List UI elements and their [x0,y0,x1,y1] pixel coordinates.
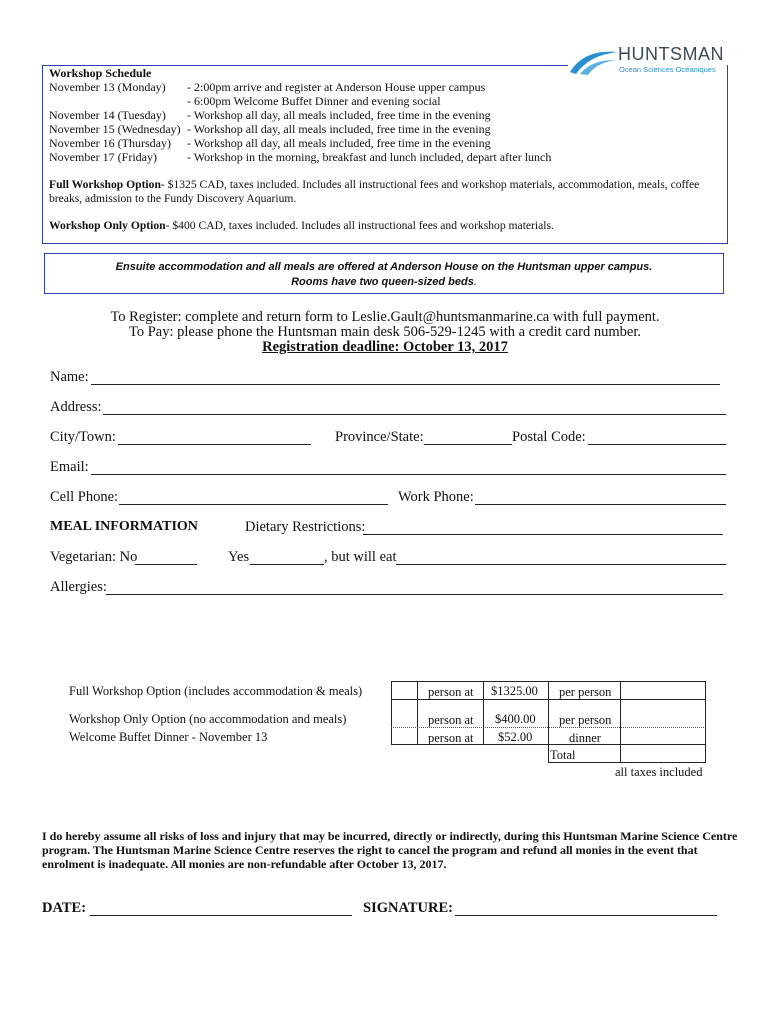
schedule-row [49,81,485,95]
unit-text: per person [559,685,612,699]
table-divider [417,681,418,745]
ensuite-notice-box [44,253,724,294]
cell-phone-label: Cell Phone: [50,489,119,505]
ensuite-line-2-text: Rooms have two queen-sized beds [291,276,474,288]
schedule-desc: - 2:00pm arrive and register at Anderson House upper campus [187,80,486,94]
full-workshop-option-text [49,178,719,205]
taxes-note: all taxes included [615,765,703,779]
city-label: City/Town: [50,429,116,445]
schedule-day: November 14 (Tuesday) [49,108,166,122]
workshop-only-desc: - $400 CAD, taxes included. Includes all instructional fees and workshop materials. [165,219,554,232]
unit-text: dinner [569,731,601,745]
work-phone-label: Work Phone: [398,489,474,505]
ensuite-line-2 [45,275,723,290]
price-full: $1325.00 [491,684,538,698]
person-at-text: person at [428,731,474,745]
full-option-desc: - $1325 CAD, taxes included. Includes all instructional fees and workshop materials, accommodation, meals, coffee breaks, admission to the Fundy Discovery Aquarium. [49,178,700,205]
meal-information-heading: MEAL INFORMATION [50,519,198,534]
name-label: Name: [50,369,89,385]
schedule-row [49,151,551,165]
vegetarian-no-label: Vegetarian: No [50,549,138,565]
name-field[interactable] [91,384,720,385]
schedule-day: November 17 (Friday) [49,150,157,164]
province-field[interactable] [424,444,512,445]
qty-workshop-only-input[interactable] [393,711,415,725]
workshop-only-option-text [49,219,719,233]
total-amount-field[interactable] [620,745,707,763]
schedule-desc: - Workshop in the morning, breakfast and lunch included, depart after lunch [187,150,552,164]
allergies-label: Allergies: [50,579,107,595]
table-divider [483,681,484,745]
pricing-label-full: Full Workshop Option (includes accommodation & meals) [69,684,363,698]
payment-instructions: To Pay: please phone the Huntsman main desk 506-529-1245 with a credit card number. [128,324,641,340]
schedule-desc: - 6:00pm Welcome Buffet Dinner and evening social [187,94,441,108]
dietary-restrictions-label: Dietary Restrictions: [245,519,366,535]
liability-disclaimer: I do hereby assume all risks of loss and injury that may be incurred, directly or indirectly, during this Huntsman Marine Science Centre program. The Huntsman Marine Science Centre reserves the right to cancel the program and refund all monies in the event that enrolment is inadequate. All monies are non-refundable after October 13, 2017. [42,829,738,871]
ensuite-line-2-period: . [473,276,477,288]
city-field[interactable] [118,444,311,445]
vegetarian-yes-field[interactable] [250,564,324,565]
email-label: Email: [50,459,89,475]
allergies-field[interactable] [106,594,723,595]
schedule-row [49,123,491,137]
schedule-row [49,109,491,123]
register-instructions: To Register: complete and return form to Leslie.Gault@huntsmanmarine.ca with full payment. [110,309,660,325]
person-at-text: person at [428,685,474,699]
vegetarian-no-field[interactable] [135,564,197,565]
schedule-desc: - Workshop all day, all meals included, free time in the evening [187,136,491,150]
dietary-restrictions-field[interactable] [363,534,723,535]
person-at-text: person at [428,713,474,727]
signature-field[interactable] [455,915,717,916]
deadline-text: Registration deadline: October 13, 2017 [262,339,508,355]
date-label: DATE: [42,900,87,916]
full-option-label: Full Workshop Option [49,178,161,191]
pricing-label-dinner: Welcome Buffet Dinner - November 13 [69,730,268,744]
table-divider [548,681,549,745]
schedule-row [49,137,491,151]
postal-code-label: Postal Code: [512,429,586,445]
qty-dinner-input[interactable] [393,729,415,743]
address-label: Address: [50,399,102,415]
date-field[interactable] [90,915,352,916]
unit-text: per person [559,713,612,727]
but-will-eat-label: , but will eat [324,549,397,565]
logo-name: HUNTSMAN [618,44,724,64]
workshop-schedule-box [42,65,728,244]
schedule-title: Workshop Schedule [49,66,152,80]
workshop-only-label: Workshop Only Option [49,219,166,232]
work-phone-field[interactable] [475,504,726,505]
registration-deadline [0,339,770,356]
postal-code-field[interactable] [588,444,726,445]
address-field[interactable] [103,414,726,415]
cell-phone-field[interactable] [119,504,388,505]
price-workshop-only: $400.00 [495,712,536,726]
signature-label: SIGNATURE: [363,900,453,916]
qty-full-input[interactable] [393,683,415,697]
but-will-eat-field[interactable] [396,564,726,565]
email-field[interactable] [91,474,726,475]
schedule-day: November 16 (Thursday) [49,136,171,150]
schedule-desc: - Workshop all day, all meals included, free time in the evening [187,122,491,136]
pricing-label-workshop-only: Workshop Only Option (no accommodation and meals) [69,712,347,726]
logo-subtitle: Ocean Sciences Océaniques [619,65,716,74]
schedule-day: November 13 (Monday) [49,80,166,94]
ensuite-line-1: Ensuite accommodation and all meals are offered at Anderson House on the Huntsman upper campus. [115,261,653,273]
vegetarian-yes-label: Yes [228,549,250,565]
total-label: Total [550,748,576,762]
province-label: Province/State: [335,429,424,445]
schedule-day: November 15 (Wednesday) [49,122,181,136]
schedule-row [49,95,441,109]
price-dinner: $52.00 [498,730,533,744]
schedule-desc: - Workshop all day, all meals included, free time in the evening [187,108,491,122]
